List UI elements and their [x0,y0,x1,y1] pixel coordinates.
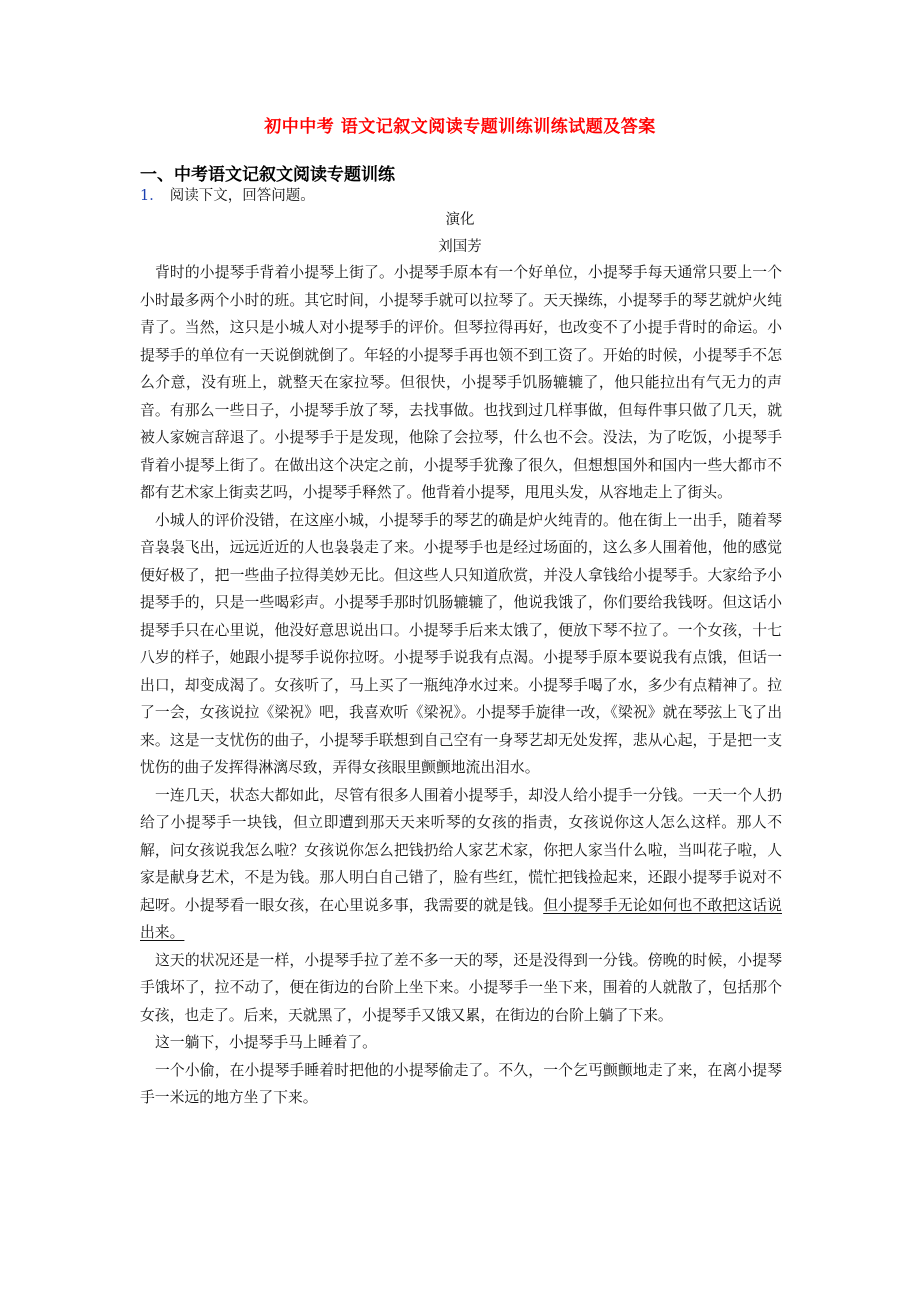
article-paragraph: 背时的小提琴手背着小提琴上街了。小提琴手原本有一个好单位，小提琴手每天通常只要上一个小时最多两个小时的班。其它时间，小提琴手就可以拉琴了。天天操练，小提琴手的琴艺就炉火纯青了。当然，这只是小城人对小提琴手的评价。但琴拉得再好，也改变不了小提手背时的命运。小提琴手的单位有一天说倒就倒了。年轻的小提琴手再也领不到工资了。开始的时候，小提琴手不怎么介意，没有班上，就整天在家拉琴。但很快，小提琴手饥肠辘辘了，他只能拉出有气无力的声音。有那么一些日子，小提琴手放了琴，去找事做。也找到过几样事做，但每件事只做了几天，就被人家婉言辞退了。小提琴手于是发现，他除了会拉琴，什么也不会。没法，为了吃饭，小提琴手背着小提琴上街了。在做出这个决定之前，小提琴手犹豫了很久，但想想国外和国内一些大都市不都有艺术家上街卖艺吗，小提琴手释然了。他背着小提琴，甩甩头发，从容地走上了街头。 [140,264,782,501]
article-paragraph: 这一躺下，小提琴手马上睡着了。 [155,1034,377,1051]
article-paragraph: 一个小偷，在小提琴手睡着时把他的小提琴偷走了。不久，一个乞丐颤颤地走了来，在离小提琴手一米远的地方坐了下来。 [140,1061,782,1106]
section-heading: 一、中考语文记叙文阅读专题训练 [140,165,395,185]
article-body [140,259,782,1112]
question-number: 1． [140,188,164,204]
article-paragraph: 小城人的评价没错，在这座小城，小提琴手的琴艺的确是炉火纯青的。他在街上一出手，随着琴音袅袅飞出，远远近近的人也袅袅走了来。小提琴手也是经过场面的，这么多人围着他，他的感觉便好极了，把一些曲子拉得美妙无比。但这些人只知道欣赏，并没人拿钱给小提琴手。大家给予小提琴手的，只是一些喝彩声。小提琴手那时饥肠辘辘了，他说我饿了，你们要给我钱呀。但这话小提琴手只在心里说，他没好意思说出口。小提琴手后来太饿了，便放下琴不拉了。一个女孩，十七八岁的样子，她跟小提琴手说你拉呀。小提琴手说我有点渴。小提琴手原本要说我有点饿，但话一出口，却变成渴了。女孩听了，马上买了一瓶纯净水过来。小提琴手喝了水，多少有点精神了。拉了一会，女孩说拉《梁祝》吧，我喜欢听《梁祝》。小提琴手旋律一改，《梁祝》就在琴弦上飞了出来。这是一支忧伤的曲子，小提琴手联想到自己空有一身琴艺却无处发挥，悲从心起，于是把一支忧伤的曲子发挥得淋漓尽致，弄得女孩眼里颤颤地流出泪水。 [140,511,782,776]
article-paragraph: 这天的状况还是一样，小提琴手拉了差不多一天的琴，还是没得到一分钱。傍晚的时候，小提琴手饿坏了，拉不动了，便在街边的台阶上坐下来。小提琴手一坐下来，围着的人就散了，包括那个女孩，也走了。后来，天就黑了，小提琴手又饿又累，在街边的台阶上躺了下来。 [140,951,782,1024]
underlined-sentence: 但小提琴手无论如何也不敢把这话说出来。 [140,896,782,941]
article-paragraph: 一连几天，状态大都如此，尽管有很多人围着小提琴手，却没人给小提手一分钱。一天一个人扔给了小提琴手一块钱，但立即遭到那天天来听琴的女孩的指责，女孩说你这人怎么这样。那人不解，问女孩说我怎么啦？女孩说你怎么把钱扔给人家艺术家，你把人家当什么啦，当叫花子啦，人家是献身艺术，不是为钱。那人明白自己错了，脸有些红，慌忙把钱捡起来，还跟小提琴手说对不起呀。小提琴看一眼女孩，在心里说多事，我需要的就是钱。但小提琴手无论如何也不敢把这话说出来。 [140,786,782,941]
document-title: 初中中考 语文记叙文阅读专题训练训练试题及答案 [264,117,656,137]
article-author: 刘国芳 [438,239,482,255]
article-title: 演化 [445,212,475,228]
question-instruction: 阅读下文，回答问题。 [169,188,315,204]
question-line [140,184,315,205]
